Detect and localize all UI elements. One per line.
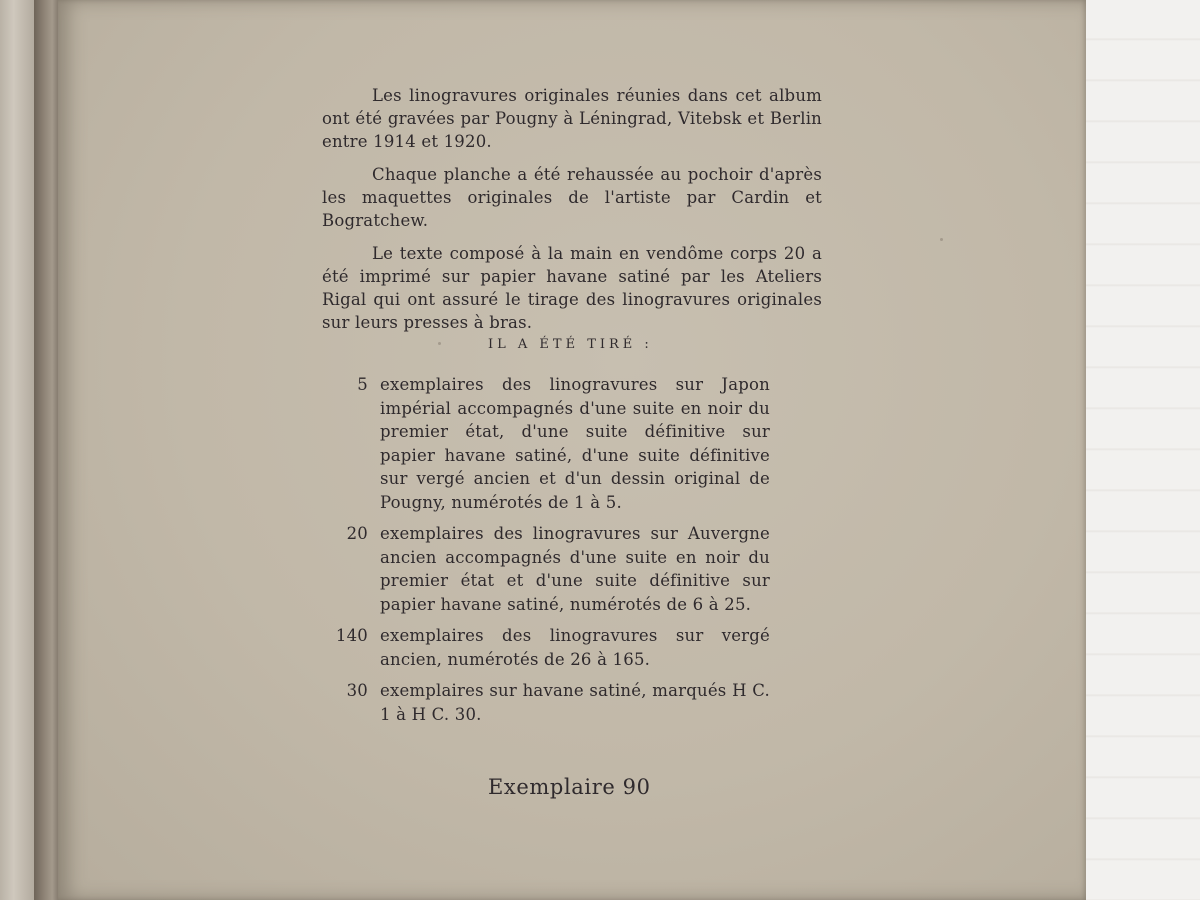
print-run-heading: IL A ÉTÉ TIRÉ :: [488, 337, 653, 352]
intro-paragraph: Les linogravures originales réunies dans cet album ont été gravées par Pougny à Léningrad, Vitebsk et Berlin entre 1914 et 1920.: [322, 86, 822, 151]
paper-speck: [940, 238, 943, 241]
colophon-intro: [322, 84, 822, 344]
edition-item: [330, 679, 770, 726]
edition-item: [330, 624, 770, 671]
intro-paragraph: Le texte composé à la main en vendôme corps 20 a été imprimé sur papier havane satiné par les Ateliers Rigal qui ont assuré le tirage des linogravures originales sur leurs presses à bras.: [322, 244, 822, 332]
edition-description: exemplaires des linogravures sur Auvergne ancien accompagnés d'une suite en noir du premier état et d'une suite définitive sur papier havane satiné, numérotés de 6 à 25.: [380, 524, 770, 614]
edition-list: [330, 373, 770, 734]
table-surface: [1085, 0, 1200, 900]
edition-description: exemplaires des linogravures sur Japon impérial accompagnés d'une suite en noir du premier état, d'une suite définitive sur papier havane satiné, d'une suite définitive sur vergé ancien et d'un dessin original de Pougny, numérotés de 1 à 5.: [380, 375, 770, 512]
book-spine: [34, 0, 60, 900]
edition-description: exemplaires des linogravures sur vergé ancien, numérotés de 26 à 165.: [380, 626, 770, 669]
copy-number: Exemplaire 90: [488, 775, 651, 799]
edition-item: [330, 522, 770, 616]
edition-item: [330, 373, 770, 514]
intro-paragraph: Chaque planche a été rehaussée au pochoir d'après les maquettes originales de l'artiste par Cardin et Bogratchew.: [322, 165, 822, 230]
book-cover-edge: [0, 0, 34, 900]
edition-count: 30: [346, 681, 368, 700]
edition-count: 5: [357, 375, 368, 394]
edition-description: exemplaires sur havane satiné, marqués H C. 1 à H C. 30.: [380, 681, 770, 724]
edition-count: 20: [346, 524, 368, 543]
edition-count: 140: [335, 626, 368, 645]
